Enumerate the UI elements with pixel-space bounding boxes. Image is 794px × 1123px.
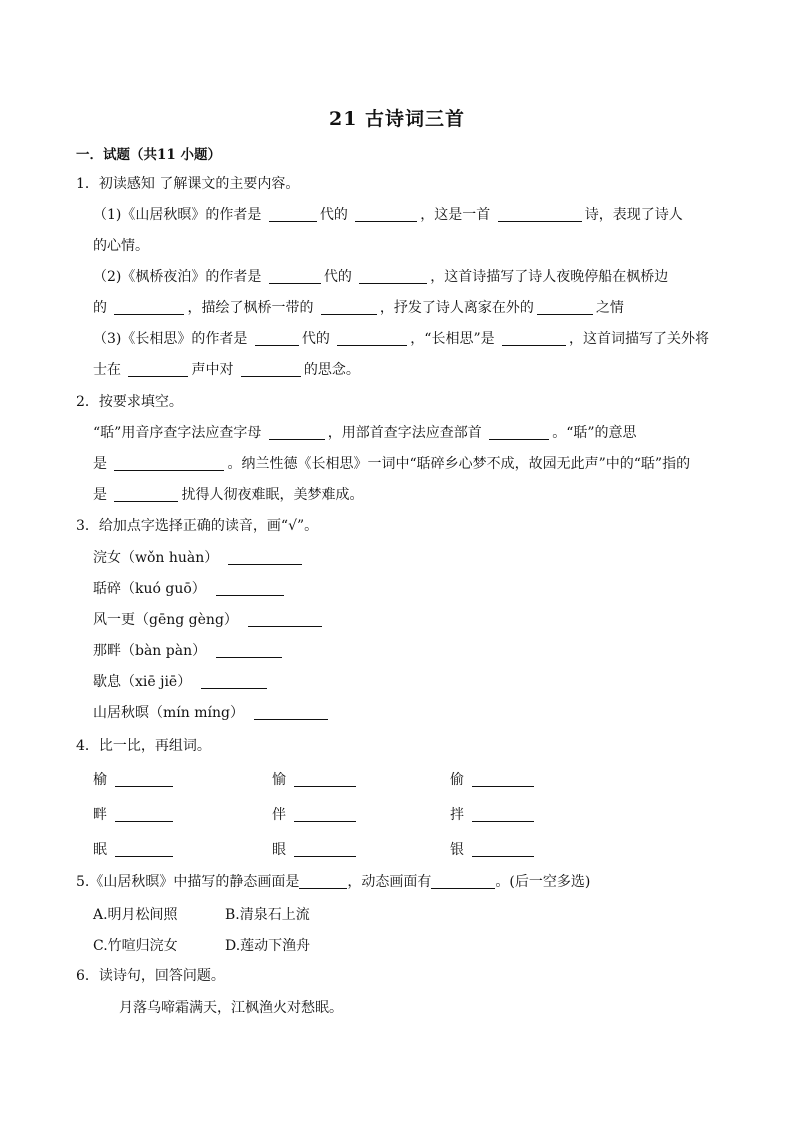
q2-line-3: 是 扰得人彻夜难眠，美梦难成。 bbox=[93, 487, 364, 503]
q1-line-2: 的心情。 bbox=[93, 238, 149, 254]
q3-item: 风一更（gēng gèng） bbox=[93, 610, 325, 630]
q4-word-item: 偷 bbox=[450, 769, 537, 789]
answer-blank[interactable] bbox=[294, 806, 356, 822]
answer-blank[interactable] bbox=[294, 841, 356, 857]
q5-option-d[interactable]: D.莲动下渔舟 bbox=[225, 938, 311, 954]
q4-word-item: 愉 bbox=[272, 769, 359, 789]
answer-blank[interactable] bbox=[431, 873, 495, 889]
answer-blank[interactable] bbox=[299, 873, 347, 889]
q4-word-item: 眠 bbox=[93, 839, 176, 859]
answer-blank[interactable] bbox=[359, 268, 427, 284]
answer-blank[interactable] bbox=[248, 611, 322, 627]
q5-option-c[interactable]: C.竹喧归浣女 bbox=[93, 938, 178, 954]
q1-line-4: 的 ，描绘了枫桥一带的 ，抒发了诗人离家在外的 之情 bbox=[93, 300, 624, 316]
q6-stem: 6．读诗句，回答问题。 bbox=[76, 968, 225, 984]
q1-line-6: 士在 声中对 的思念。 bbox=[93, 362, 360, 378]
answer-blank[interactable] bbox=[294, 771, 356, 787]
answer-blank[interactable] bbox=[269, 268, 321, 284]
q1-line-3: （2)《枫桥夜泊》的作者是 代的 ，这首诗描写了诗人夜晚停船在枫桥边 bbox=[93, 269, 669, 285]
answer-blank[interactable] bbox=[498, 206, 582, 222]
q3-item: 聒碎（kuó guō） bbox=[93, 579, 287, 599]
answer-blank[interactable] bbox=[114, 486, 178, 502]
q4-stem: 4．比一比，再组词。 bbox=[76, 738, 211, 754]
answer-blank[interactable] bbox=[502, 330, 566, 346]
answer-blank[interactable] bbox=[216, 642, 282, 658]
q2-stem: 2．按要求填空。 bbox=[76, 394, 183, 410]
answer-blank[interactable] bbox=[228, 549, 302, 565]
q1-line-5: （3)《长相思》的作者是 代的 ，“长相思”是 ，这首词描写了关外将 bbox=[93, 331, 710, 347]
answer-blank[interactable] bbox=[472, 771, 534, 787]
q4-word-item: 榆 bbox=[93, 769, 176, 789]
q1-stem: 1．初读感知 了解课文的主要内容。 bbox=[76, 176, 300, 192]
answer-blank[interactable] bbox=[321, 299, 377, 315]
answer-blank[interactable] bbox=[115, 841, 173, 857]
q3-item: 浣女（wǒn huàn） bbox=[93, 548, 305, 568]
answer-blank[interactable] bbox=[128, 361, 188, 377]
answer-blank[interactable] bbox=[114, 455, 224, 471]
page-title: 21 古诗词三首 bbox=[328, 108, 466, 130]
q3-item: 歇息（xiē jiē） bbox=[93, 672, 270, 692]
answer-blank[interactable] bbox=[115, 806, 173, 822]
q2-line-2: 是 。纳兰性德《长相思》一词中“聒碎乡心梦不成，故园无此声”中的“聒”指的 bbox=[93, 456, 691, 472]
answer-blank[interactable] bbox=[269, 206, 317, 222]
answer-blank[interactable] bbox=[537, 299, 593, 315]
answer-blank[interactable] bbox=[472, 806, 534, 822]
answer-blank[interactable] bbox=[337, 330, 407, 346]
section-heading: 一．试题（共11 小题） bbox=[76, 147, 221, 163]
q5-stem: 5.《山居秋暝》中描写的静态画面是 ，动态画面有 。(后一空多选) bbox=[76, 874, 591, 890]
q3-item: 山居秋暝（mín míng） bbox=[93, 703, 331, 723]
answer-blank[interactable] bbox=[269, 424, 325, 440]
q4-word-item: 银 bbox=[450, 839, 537, 859]
q3-item: 那畔（bàn pàn） bbox=[93, 641, 285, 661]
answer-blank[interactable] bbox=[472, 841, 534, 857]
answer-blank[interactable] bbox=[114, 299, 184, 315]
answer-blank[interactable] bbox=[489, 424, 549, 440]
answer-blank[interactable] bbox=[355, 206, 417, 222]
q4-word-item: 眼 bbox=[272, 839, 359, 859]
q4-word-item: 拌 bbox=[450, 804, 537, 824]
q4-word-item: 伴 bbox=[272, 804, 359, 824]
answer-blank[interactable] bbox=[241, 361, 301, 377]
q5-option-a[interactable]: A.明月松间照 bbox=[93, 907, 178, 923]
answer-blank[interactable] bbox=[255, 330, 299, 346]
answer-blank[interactable] bbox=[115, 771, 173, 787]
q5-option-b[interactable]: B.清泉石上流 bbox=[225, 907, 310, 923]
q6-poem-line: 月落乌啼霜满天，江枫渔火对愁眠。 bbox=[119, 1000, 343, 1016]
q1-line-1: （1)《山居秋暝》的作者是 代的 ，这是一首 诗，表现了诗人 bbox=[93, 207, 683, 223]
q4-word-item: 畔 bbox=[93, 804, 176, 824]
answer-blank[interactable] bbox=[201, 673, 267, 689]
q3-stem: 3．给加点字选择正确的读音，画“√”。 bbox=[76, 518, 319, 534]
answer-blank[interactable] bbox=[254, 704, 328, 720]
q2-line-1: “聒”用音序查字法应查字母 ，用部首查字法应查部首 。“聒”的意思 bbox=[93, 425, 637, 441]
answer-blank[interactable] bbox=[216, 580, 284, 596]
